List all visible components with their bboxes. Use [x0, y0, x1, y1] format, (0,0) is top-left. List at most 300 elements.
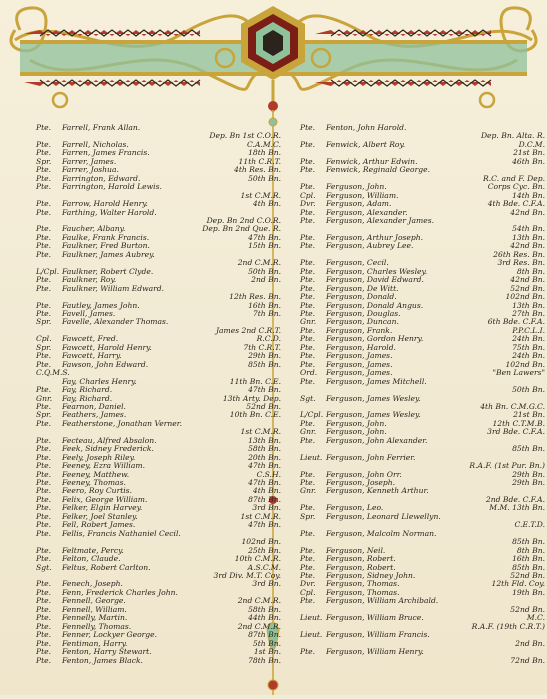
entry-name: Fentiman, Harry. — [62, 638, 128, 648]
entry-unit: 5th Bn. — [252, 638, 281, 648]
entry-unit: 21st Bn. — [513, 148, 545, 158]
entry-name: Ferguson, James. — [326, 351, 393, 361]
entry-unit: 24th Bn. — [512, 351, 545, 361]
entry-unit: 3rd Res. Bn. — [497, 258, 545, 268]
entry-rank: Pte. — [36, 528, 52, 538]
entry-rank: Cpl. — [300, 587, 316, 597]
entry-unit: C.A.M.C. — [247, 139, 281, 149]
entry-rank: L/Cpl. — [300, 410, 324, 420]
entry-rank: Pte. — [36, 139, 52, 149]
entry-rank: Pte. — [300, 139, 316, 149]
entry-rank: Pte. — [36, 385, 52, 395]
entry-name: Feek, Sidney Frederick. — [62, 444, 154, 454]
entry-name: Ferguson, Douglas. — [326, 308, 401, 318]
entry-rank: Pte. — [300, 647, 316, 657]
entry-rank: Pte. — [300, 596, 316, 606]
entry-unit: 2nd C.M.R. — [237, 258, 281, 268]
entry-unit: 1st C.M.R. — [240, 190, 281, 200]
entry-unit: 102nd Bn. — [241, 537, 281, 547]
entry-unit: 3rd Bn. — [252, 579, 281, 589]
entry-unit: 14th Bn. — [512, 190, 545, 200]
entry-rank: Pte. — [300, 469, 316, 479]
entry-rank: Pte. — [300, 207, 316, 217]
entry-unit: 47th Bn. — [248, 520, 281, 530]
entry-name: Ferguson, John Ferrier. — [326, 452, 416, 462]
entry-unit: 42nd Bn. — [510, 275, 545, 285]
entry-unit: 13th Bn. — [512, 300, 545, 310]
entry-unit: Dep. Bn 1st C.O.R. — [209, 131, 281, 141]
entry-name: Ferguson, William Francis. — [326, 630, 430, 640]
entry-name: Felton, Claude. — [62, 554, 121, 564]
entry-rank: Pte. — [36, 444, 52, 454]
entry-name: Ferguson, Joseph. — [326, 478, 396, 488]
entry-unit: 52nd Bn. — [246, 401, 281, 411]
roll-entry — [300, 648, 545, 656]
entry-rank: Gnr. — [36, 393, 53, 403]
entry-name: Farrington, Edward. — [62, 173, 141, 183]
entry-rank: C.Q.M.S. — [36, 368, 70, 378]
entry-unit: 7th Bn. — [252, 308, 281, 318]
roll-entry — [36, 657, 281, 665]
entry-rank: Pte. — [36, 165, 52, 175]
entry-rank: Pte. — [300, 165, 316, 175]
entry-unit: 12th Fld. Coy. — [491, 579, 545, 589]
entry-name: Ferguson, Frank. — [326, 325, 393, 335]
entry-unit: 26th Res. Bn. — [493, 249, 545, 259]
entry-unit: 4th Res. Bn. — [233, 165, 281, 175]
entry-name: Fenton, James Black. — [62, 655, 143, 665]
entry-name: Fawcett, Harold Henry. — [62, 342, 152, 352]
entry-rank: Pte. — [36, 418, 52, 428]
entry-name: Farrow, Harold Henry. — [62, 199, 148, 209]
entry-name: Farrington, Harold Lewis. — [62, 182, 162, 192]
entry-name: Faucher, Albany. — [62, 224, 126, 234]
entry-unit: R.A.F. (19th C.R.T.) — [471, 621, 545, 631]
entry-rank: Pte. — [300, 300, 316, 310]
entry-rank: Gnr. — [300, 427, 317, 437]
entry-rank: Pte. — [300, 308, 316, 318]
entry-rank: Pte. — [36, 359, 52, 369]
entry-name: Ferguson, James. — [326, 359, 393, 369]
entry-rank: Spr. — [36, 317, 52, 327]
entry-name: Fecteau, Alfred Absalon. — [62, 435, 157, 445]
entry-name: Fearnon, Daniel. — [62, 401, 126, 411]
entry-name: Farrer, Joshua. — [62, 165, 119, 175]
entry-name: Ferguson, William. — [326, 190, 399, 200]
entry-unit: 4th Bn. — [252, 199, 281, 209]
entry-unit: 42nd Bn. — [510, 207, 545, 217]
entry-rank: Lieut. — [300, 613, 323, 623]
entry-name: Farren, James Francis. — [62, 148, 150, 158]
entry-unit: 13th Bn. — [248, 435, 281, 445]
entry-rank: Spr. — [36, 342, 52, 352]
entry-rank: Pte. — [300, 266, 316, 276]
entry-name: Fenner, Lockyer George. — [62, 630, 158, 640]
roll-entry — [300, 217, 545, 225]
right-name-column — [300, 124, 545, 665]
entry-unit: Corps Cyc. Bn. — [487, 182, 545, 192]
roll-entry — [300, 657, 545, 665]
entry-unit: 3rd Div. M.T. Coy. — [213, 571, 281, 581]
entry-unit: 29th Bn. — [512, 469, 545, 479]
entry-rank: Pte. — [36, 173, 52, 183]
entry-name: Fenwick, Albert Roy. — [326, 139, 406, 149]
entry-name: Fenwick, Reginald George. — [326, 165, 431, 175]
entry-name: Ferguson, John Alexander. — [326, 435, 428, 445]
entry-rank: Gnr. — [300, 317, 317, 327]
entry-name: Ferguson, Leo. — [326, 503, 384, 513]
entry-unit: 6th Bde. C.F.A. — [487, 317, 545, 327]
entry-rank: Lieut. — [300, 452, 323, 462]
entry-rank: Pte. — [36, 520, 52, 530]
entry-rank: Spr. — [300, 511, 316, 521]
entry-rank: Pte. — [36, 621, 52, 631]
entry-rank: Pte. — [300, 478, 316, 488]
entry-unit: 85th Bn. — [512, 444, 545, 454]
entry-rank: Pte. — [300, 292, 316, 302]
entry-rank: Pte. — [36, 351, 52, 361]
entry-rank: Ord. — [300, 368, 318, 378]
entry-rank: Pte. — [36, 452, 52, 462]
entry-name: Feely, Joseph Riley. — [62, 452, 136, 462]
entry-name: Ferguson, Kenneth Arthur. — [326, 486, 429, 496]
entry-name: Ferguson, John. — [326, 427, 387, 437]
entry-name: Fennell, George. — [62, 596, 126, 606]
entry-rank: Cpl. — [36, 334, 52, 344]
entry-unit: "Ben Lawers" — [492, 368, 545, 378]
entry-name: Faulkner, William Edward. — [62, 283, 165, 293]
entry-name: Ferguson, James Wesley. — [326, 393, 421, 403]
entry-unit: Dep. Bn 2nd Que. R. — [202, 224, 281, 234]
entry-name: Ferguson, Alexander James. — [326, 215, 434, 225]
roll-entry — [300, 437, 545, 445]
entry-name: Felker, Joel Stanley. — [62, 511, 138, 521]
entry-unit: M.C. — [526, 613, 545, 623]
entry-name: Ferguson, Adam. — [326, 199, 392, 209]
entry-rank: Pte. — [36, 579, 52, 589]
entry-unit: 102nd Bn. — [505, 292, 545, 302]
entry-unit: 54th Bn. — [512, 224, 545, 234]
celtic-knot-ornament — [0, 0, 547, 120]
entry-unit: 44th Bn. — [248, 613, 281, 623]
entry-name: Ferguson, William Archibald. — [326, 596, 439, 606]
entry-rank: Pte. — [36, 435, 52, 445]
entry-unit: 1st C.M.R. — [240, 511, 281, 521]
entry-name: Ferguson, Leonard Llewellyn. — [326, 511, 441, 521]
entry-unit: 27th Bn. — [512, 308, 545, 318]
entry-rank: Pte. — [300, 571, 316, 581]
entry-unit: Dep. Bn 2nd C.O.R. — [206, 215, 281, 225]
entry-rank: Pte. — [300, 156, 316, 166]
entry-unit: 8th Bn. — [516, 266, 545, 276]
entry-rank: Pte. — [300, 123, 316, 132]
entry-name: Felker, Elgin Harvey. — [62, 503, 143, 513]
entry-unit: 58th Bn. — [248, 604, 281, 614]
entry-unit: 25th Bn. — [248, 545, 281, 555]
entry-unit: R.C.D. — [256, 334, 281, 344]
entry-unit: 13th Bn. — [512, 232, 545, 242]
entry-unit: James 2nd C.R.T. — [215, 325, 281, 335]
entry-unit: 21st Bn. — [513, 410, 545, 420]
entry-rank: Pte. — [36, 249, 52, 259]
entry-rank: Pte. — [36, 511, 52, 521]
entry-unit: 47th Bn. — [248, 232, 281, 242]
entry-name: Fennelly, Martin. — [62, 613, 128, 623]
entry-name: Farrer, James. — [62, 156, 117, 166]
entry-unit: 47th Bn. — [248, 385, 281, 395]
entry-rank: Pte. — [300, 258, 316, 268]
entry-unit: 2nd Bde. C.F.A. — [485, 494, 545, 504]
entry-rank: Pte. — [300, 232, 316, 242]
roll-entry — [300, 631, 545, 639]
entry-unit: 52nd Bn. — [510, 283, 545, 293]
entry-unit: P.P.C.L.I. — [512, 325, 545, 335]
entry-unit: 3rd Bde. C.F.A. — [487, 427, 545, 437]
entry-unit: 46th Bn. — [512, 156, 545, 166]
entry-name: Fenton, John Harold. — [326, 123, 407, 132]
entry-rank: Pte. — [36, 232, 52, 242]
entry-name: Ferguson, Donald. — [326, 292, 397, 302]
entry-rank: Pte. — [300, 275, 316, 285]
entry-unit: Dep. Bn. Alta. R. — [480, 131, 545, 141]
entry-name: Fawcett, Fred. — [62, 334, 119, 344]
entry-name: Fenn, Frederick Charles John. — [62, 587, 178, 597]
entry-unit: 58th Bn. — [248, 444, 281, 454]
entry-name: Ferguson, Sidney John. — [326, 571, 416, 581]
entry-name: Felix, George William. — [62, 494, 148, 504]
entry-name: Favelle, Alexander Thomas. — [62, 317, 169, 327]
entry-rank: Pte. — [36, 469, 52, 479]
entry-rank: Pte. — [36, 182, 52, 192]
illuminated-header-banner — [0, 0, 547, 120]
entry-name: Faulkner, James Aubrey. — [62, 249, 155, 259]
entry-rank: Pte. — [36, 647, 52, 657]
entry-name: Fenton, Harry Stewart. — [62, 647, 152, 657]
entry-unit: 18th Bn. — [248, 148, 281, 158]
left-name-column — [36, 124, 281, 665]
entry-rank: Pte. — [36, 241, 52, 251]
entry-name: Ferguson, Aubrey Lee. — [326, 241, 414, 251]
entry-name: Ferguson, John Orr. — [326, 469, 402, 479]
entry-rank: Pte. — [36, 199, 52, 209]
entry-rank: Pte. — [300, 334, 316, 344]
entry-unit: 87th Bn. — [248, 630, 281, 640]
entry-unit: 11th C.R.T. — [238, 156, 281, 166]
entry-unit: 13th Arty. Dep. — [222, 393, 281, 403]
entry-name: Fenwick, Arthur Edwin. — [326, 156, 418, 166]
entry-rank: Pte. — [300, 418, 316, 428]
entry-unit: 50th Bn. — [248, 266, 281, 276]
entry-unit: 2nd Bn. — [515, 638, 545, 648]
entry-rank: Pte. — [300, 182, 316, 192]
entry-unit: 10th Bn. C.E. — [229, 410, 281, 420]
entry-name: Favell, James. — [62, 308, 116, 318]
entry-rank: Pte. — [36, 308, 52, 318]
entry-unit: 1st C.M.R. — [240, 427, 281, 437]
entry-unit: 2nd Bn. — [251, 275, 281, 285]
entry-name: Feltus, Robert Carlton. — [62, 562, 151, 572]
entry-name: Ferguson, Thomas. — [326, 587, 400, 597]
entry-unit: 8th Bn. — [516, 545, 545, 555]
entry-rank: Pte. — [300, 376, 316, 386]
entry-rank: Pte. — [36, 401, 52, 411]
entry-name: Ferguson, Alexander. — [326, 207, 408, 217]
entry-unit: 4th Bde. C.F.A. — [487, 199, 545, 209]
entry-rank: Pte. — [300, 435, 316, 445]
entry-unit: 87th Bn. — [248, 494, 281, 504]
entry-rank: Pte. — [36, 655, 52, 665]
entry-name: Fennelly, Thomas. — [62, 621, 132, 631]
entry-unit: 1st Bn. — [253, 647, 281, 657]
entry-name: Feathers, James. — [62, 410, 127, 420]
entry-rank: Dvr. — [300, 579, 316, 589]
entry-rank: Pte. — [36, 554, 52, 564]
entry-rank: Pte. — [36, 503, 52, 513]
entry-name: Fay, Richard. — [62, 393, 113, 403]
entry-unit: 29th Bn. — [248, 351, 281, 361]
entry-name: Ferguson, Robert. — [326, 562, 396, 572]
entry-rank: Pte. — [300, 503, 316, 513]
entry-unit: 20th Bn. — [248, 452, 281, 462]
entry-unit: 15th Bn. — [248, 241, 281, 251]
entry-name: Ferguson, Arthur Joseph. — [326, 232, 424, 242]
entry-rank: Pte. — [36, 283, 52, 293]
entry-name: Ferguson, James. — [326, 368, 393, 378]
entry-rank: Pte. — [36, 207, 52, 217]
entry-name: Feeney, Thomas. — [62, 478, 126, 488]
entry-unit: R.A.F. (1st Pur. Bn.) — [469, 461, 545, 471]
entry-name: Ferguson, Malcolm Norman. — [326, 528, 437, 538]
entry-unit: 47th Bn. — [248, 478, 281, 488]
entry-unit: C.S.H. — [256, 469, 281, 479]
entry-name: Ferguson, Cecil. — [326, 258, 389, 268]
entry-rank: Pte. — [300, 351, 316, 361]
entry-name: Fautley, James John. — [62, 300, 140, 310]
entry-rank: Pte. — [36, 604, 52, 614]
entry-name: Ferguson, John. — [326, 182, 387, 192]
entry-rank: L/Cpl. — [36, 266, 60, 276]
entry-name: Ferguson, Duncan. — [326, 317, 399, 327]
entry-rank: Pte. — [36, 148, 52, 158]
entry-name: Featherstone, Jonathan Verner. — [62, 418, 182, 428]
entry-name: Ferguson, Robert. — [326, 554, 396, 564]
entry-name: Ferguson, Harold. — [326, 342, 396, 352]
entry-unit: 10th C.M.R. — [234, 554, 281, 564]
entry-name: Farrell, Nicholas. — [62, 139, 129, 149]
entry-name: Ferguson, James Mitchell. — [326, 376, 427, 386]
entry-rank: Pte. — [36, 486, 52, 496]
entry-unit: 85th Bn. — [512, 537, 545, 547]
entry-rank: Dvr. — [300, 199, 316, 209]
entry-rank: Pte. — [36, 596, 52, 606]
entry-unit: 50th Bn. — [512, 385, 545, 395]
entry-rank: Sgt. — [300, 393, 316, 403]
entry-unit: C.E.T.D. — [514, 520, 545, 530]
entry-unit: 47th Bn. — [248, 461, 281, 471]
entry-name: Fennell, William. — [62, 604, 127, 614]
entry-unit: 50th Bn. — [248, 173, 281, 183]
entry-rank: Pte. — [300, 215, 316, 225]
entry-name: Faulke, Frank Francis. — [62, 232, 150, 242]
entry-rank: Pte. — [36, 545, 52, 555]
entry-unit: 85th Bn. — [248, 359, 281, 369]
entry-unit: 42nd Bn. — [510, 241, 545, 251]
entry-rank: Pte. — [300, 325, 316, 335]
entry-rank: Pte. — [300, 562, 316, 572]
entry-unit: A.S.C.M. — [247, 562, 281, 572]
entry-rank: Pte. — [36, 224, 52, 234]
entry-rank: Spr. — [36, 410, 52, 420]
entry-unit: 85th Bn. — [512, 562, 545, 572]
entry-name: Ferguson, Neil. — [326, 545, 386, 555]
roll-entry — [300, 141, 545, 149]
entry-rank: Pte. — [36, 275, 52, 285]
entry-rank: Pte. — [300, 554, 316, 564]
entry-unit: M.M. 13th Bn. — [489, 503, 545, 513]
entry-unit: 78th Bn. — [248, 655, 281, 665]
entry-unit: 11th Bn. C.E. — [229, 376, 281, 386]
entry-name: Ferguson, John. — [326, 418, 387, 428]
entry-name: Ferguson, David Edward. — [326, 275, 424, 285]
entry-rank: Pte. — [36, 494, 52, 504]
roll-entry — [300, 513, 545, 521]
entry-rank: Gnr. — [300, 486, 317, 496]
entry-name: Faulkner, Roy. — [62, 275, 117, 285]
entry-unit: 19th Bn. — [512, 587, 545, 597]
entry-name: Farthing, Walter Harold. — [62, 207, 157, 217]
entry-name: Ferguson, De Witt. — [326, 283, 399, 293]
entry-name: Ferguson, William Henry. — [326, 647, 424, 657]
entry-rank: Pte. — [36, 638, 52, 648]
entry-name: Fellis, Francis Nathaniel Cecil. — [62, 528, 181, 538]
entry-unit: 16th Bn. — [248, 300, 281, 310]
entry-unit: 24th Bn. — [512, 334, 545, 344]
entry-name: Ferguson, Gordon Henry. — [326, 334, 424, 344]
entry-rank: Spr. — [36, 156, 52, 166]
entry-unit: 75th Bn. — [512, 342, 545, 352]
entry-unit: 2nd C.M.R. — [237, 596, 281, 606]
entry-unit: 2nd C.M.R. — [237, 621, 281, 631]
entry-name: Ferguson, Charles Wesley. — [326, 266, 428, 276]
entry-unit: R.C. and F. Dep. — [483, 173, 545, 183]
entry-unit: 72nd Bn. — [510, 655, 545, 665]
entry-name: Fay, Richard. — [62, 385, 113, 395]
entry-name: Farrell, Frank Allan. — [62, 123, 141, 132]
entry-unit: 4th Bn. C.M.G.C. — [480, 401, 545, 411]
entry-name: Fenech, Joseph. — [62, 579, 123, 589]
entry-unit: 12th C.T.M.B. — [492, 418, 545, 428]
entry-rank: Pte. — [36, 300, 52, 310]
entry-unit: 3rd Bn. — [252, 503, 281, 513]
entry-rank: Lieut. — [300, 630, 323, 640]
entry-name: Fay, Charles Henry. — [62, 376, 137, 386]
entry-rank: Pte. — [300, 545, 316, 555]
entry-unit: 7th C.R.T. — [243, 342, 281, 352]
entry-name: Ferguson, Donald Angus. — [326, 300, 424, 310]
entry-name: Fawcett, Harry. — [62, 351, 122, 361]
entry-rank: Pte. — [36, 587, 52, 597]
entry-unit: 102nd Bn. — [505, 359, 545, 369]
roll-entry — [36, 361, 281, 369]
entry-name: Ferguson, Thomas. — [326, 579, 400, 589]
entry-name: Feero, Roy Curtis. — [62, 486, 132, 496]
entry-rank: Pte. — [36, 613, 52, 623]
entry-unit: 52nd Bn. — [510, 571, 545, 581]
entry-name: Feeney, Matthew. — [62, 469, 130, 479]
entry-rank: Pte. — [36, 461, 52, 471]
entry-rank: Pte. — [300, 528, 316, 538]
entry-rank: Pte. — [300, 283, 316, 293]
